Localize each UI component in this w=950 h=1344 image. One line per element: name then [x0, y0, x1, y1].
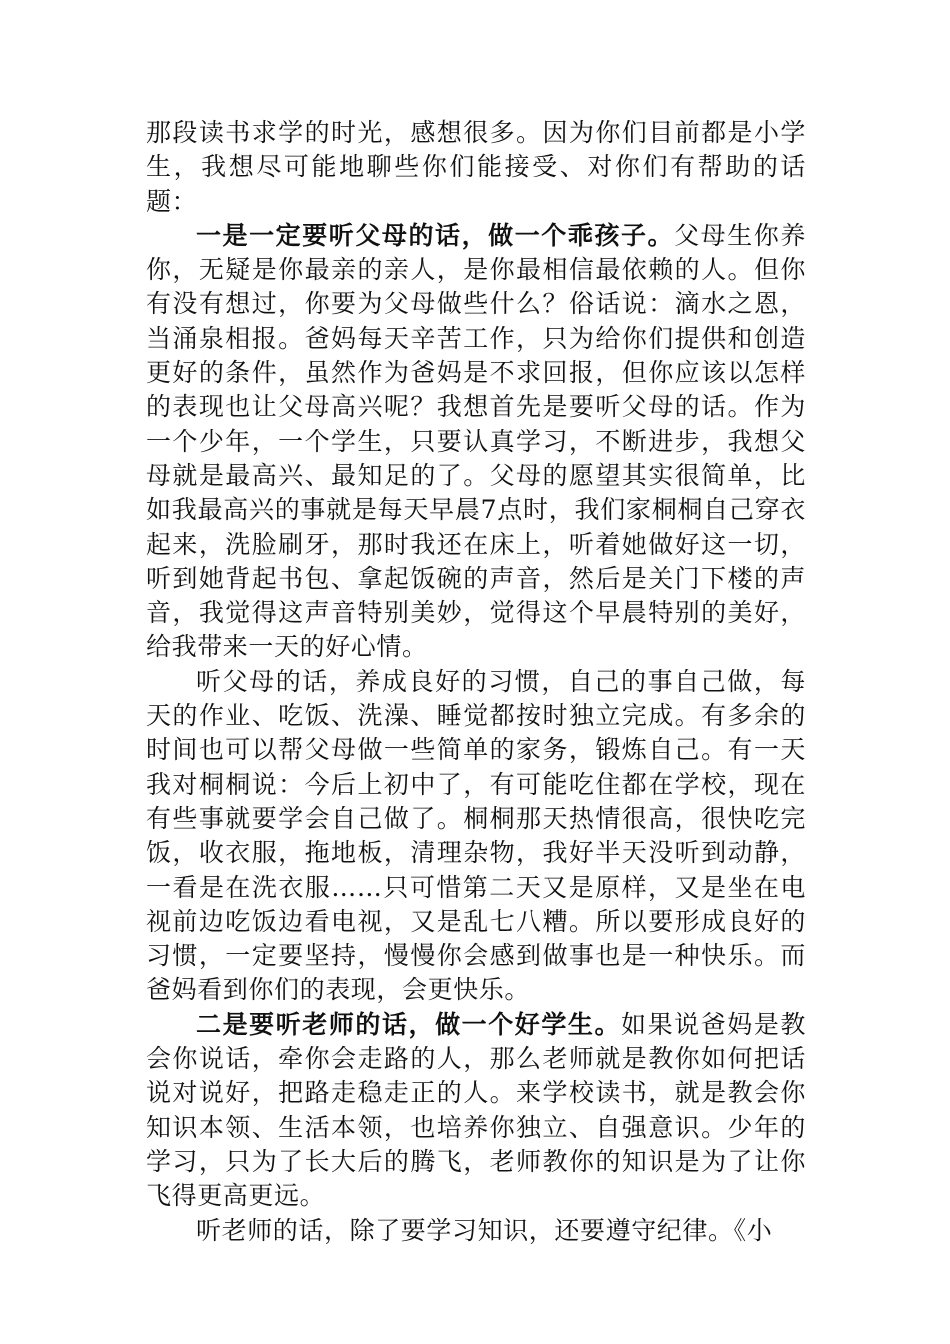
paragraph-4-text: 如果说爸妈是教会你说话，牵你会走路的人，那么老师就是教你如何把话说对说好，把路走稳走正的人。来学校读书，就是教会你知识本领、生活本领，也培养你独立、自强意识。少年的学习，只为了长大后的腾飞，老师教你的知识是为了让你飞得更高更远。	[146, 1009, 806, 1211]
paragraph-1-text: 那段读书求学的时光，感想很多。因为你们目前都是小学生，我想尽可能地聊些你们能接受、对你们有帮助的话题：	[146, 118, 806, 216]
paragraph-5	[146, 1214, 806, 1248]
paragraph-4	[146, 1008, 806, 1214]
paragraph-3-text: 听父母的话，养成良好的习惯，自己的事自己做，每天的作业、吃饭、洗澡、睡觉都按时独立完成。有多余的时间也可以帮父母做一些简单的家务，锻炼自己。有一天我对桐桐说：今后上初中了，有可能吃住都在学校，现在有些事就要学会自己做了。桐桐那天热情很高，很快吃完饭，收衣服，拖地板，清理杂物，我好半天没听到动静，一看是在洗衣服……只可惜第二天又是原样，又是坐在电视前边吃饭边看电视，又是乱七八糟。所以要形成良好的习惯，一定要坚持，慢慢你会感到做事也是一种快乐。而爸妈看到你们的表现，会更快乐。	[146, 666, 806, 1005]
paragraph-4-lead: 二是要听老师的话，做一个好学生。	[196, 1009, 622, 1039]
paragraph-1	[146, 116, 806, 219]
document-body	[146, 116, 806, 1248]
paragraph-3	[146, 665, 806, 1008]
paragraph-2-text: 父母生你养你，无疑是你最亲的亲人，是你最相信最依赖的人。但你有没有想过，你要为父母做些什么？俗话说：滴水之恩，当涌泉相报。爸妈每天辛苦工作，只为给你们提供和创造更好的条件，虽然作为爸妈是不求回报，但你应该以怎样的表现也让父母高兴呢？我想首先是要听父母的话。作为一个少年，一个学生，只要认真学习，不断进步，我想父母就是最高兴、最知足的了。父母的愿望其实很简单，比如我最高兴的事就是每天早晨7点时，我们家桐桐自己穿衣起来，洗脸刷牙，那时我还在床上，听着她做好这一切，听到她背起书包、拿起饭碗的声音，然后是关门下楼的声音，我觉得这声音特别美妙，觉得这个早晨特别的美好，给我带来一天的好心情。	[146, 220, 806, 662]
paragraph-2	[146, 219, 806, 665]
paragraph-5-text: 听老师的话，除了要学习知识，还要遵守纪律。《小	[196, 1215, 773, 1245]
paragraph-2-lead: 一是一定要听父母的话，做一个乖孩子。	[196, 220, 675, 250]
